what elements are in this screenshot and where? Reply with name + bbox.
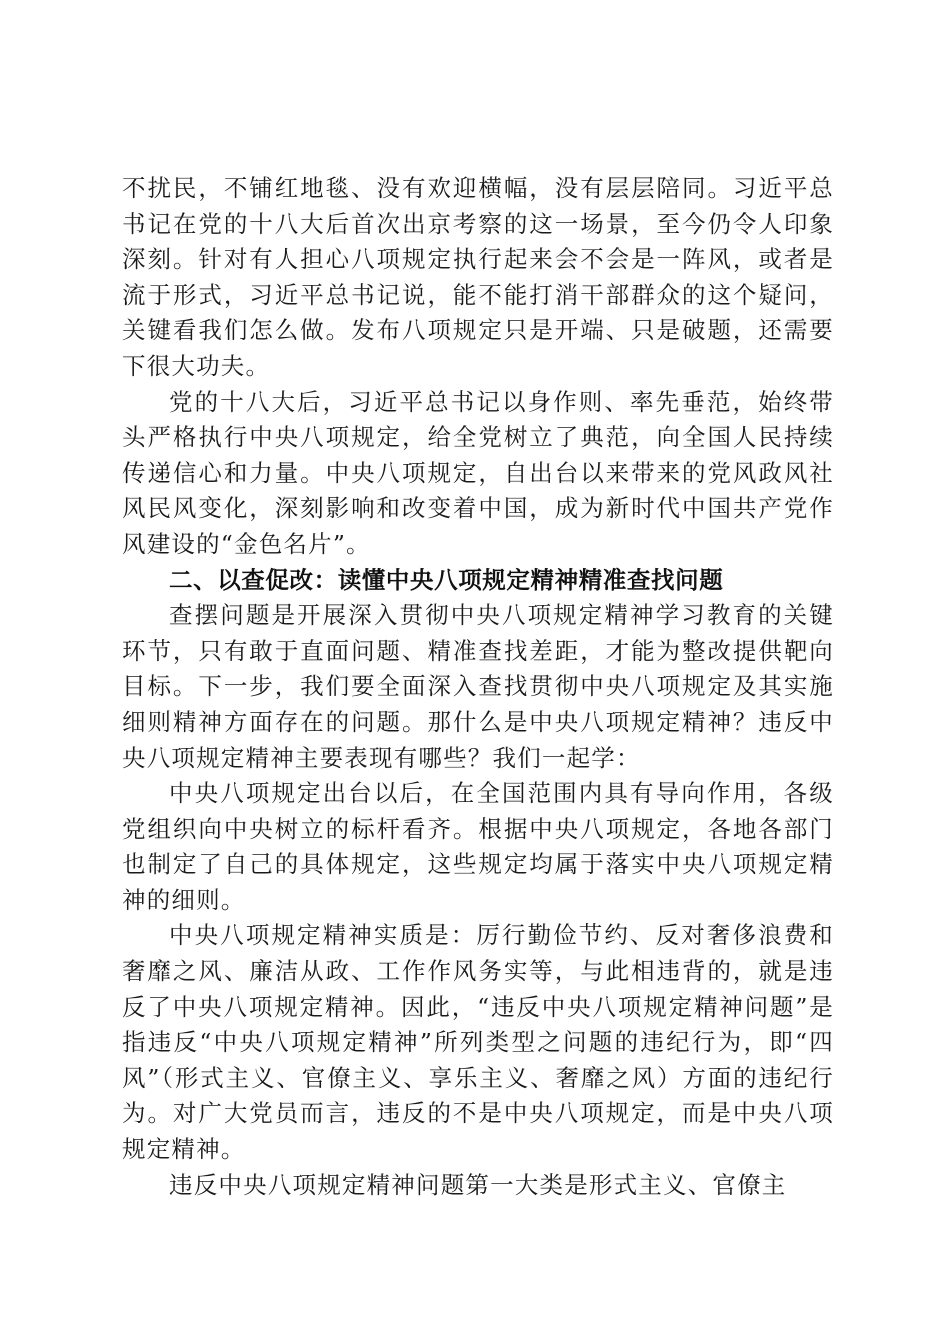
paragraph: 查摆问题是开展深入贯彻中央八项规定精神学习教育的关键环节，只有敢于直面问题、精准查找差距，才能为整改提供靶向目标。下一步，我们要全面深入查找贯彻中央八项规定及其实施细则精神方面存在的问题。那什么是中央八项规定精神？违反中央八项规定精神主要表现有哪些？我们一起学： — [122, 601, 834, 772]
paragraph: 违反中央八项规定精神问题第一大类是形式主义、官僚主 — [169, 1170, 787, 1199]
paragraph: 中央八项规定精神实质是：厉行勤俭节约、反对奢侈浪费和奢靡之风、廉洁从政、工作作风务实等，与此相违背的，就是违反了中央八项规定精神。因此，“违反中央八项规定精神问题”是指违反“中央八项规定精神”所列类型之问题的违纪行为，即“四风”（形式主义、官僚主义、享乐主义、奢靡之风）方面的违纪行为。对广大党员而言，违反的不是中央八项规定，而是中央八项规定精神。 — [122, 921, 834, 1164]
paragraph-continuation: 不扰民，不铺红地毯、没有欢迎横幅，没有层层陪同。习近平总书记在党的十八大后首次出京考察的这一场景，至今仍令人印象深刻。针对有人担心八项规定执行起来会不会是一阵风，或者是流于形式，习近平总书记说，能不能打消干部群众的这个疑问，关键看我们怎么做。发布八项规定只是开端、只是破题，还需要下很大功夫。 — [122, 174, 834, 380]
section-heading: 二、以查促改：读懂中央八项规定精神精准查找问题 — [169, 565, 724, 594]
paragraph: 中央八项规定出台以后，在全国范围内具有导向作用，各级党组织向中央树立的标杆看齐。根据中央八项规定，各地各部门也制定了自己的具体规定，这些规定均属于落实中央八项规定精神的细则。 — [122, 779, 834, 914]
paragraph: 党的十八大后，习近平总书记以身作则、率先垂范，始终带头严格执行中央八项规定，给全党树立了典范，向全国人民持续传递信心和力量。中央八项规定，自出台以来带来的党风政风社风民风变化，深刻影响和改变着中国，成为新时代中国共产党作风建设的“金色名片”。 — [122, 387, 834, 558]
document-body — [122, 171, 834, 1203]
